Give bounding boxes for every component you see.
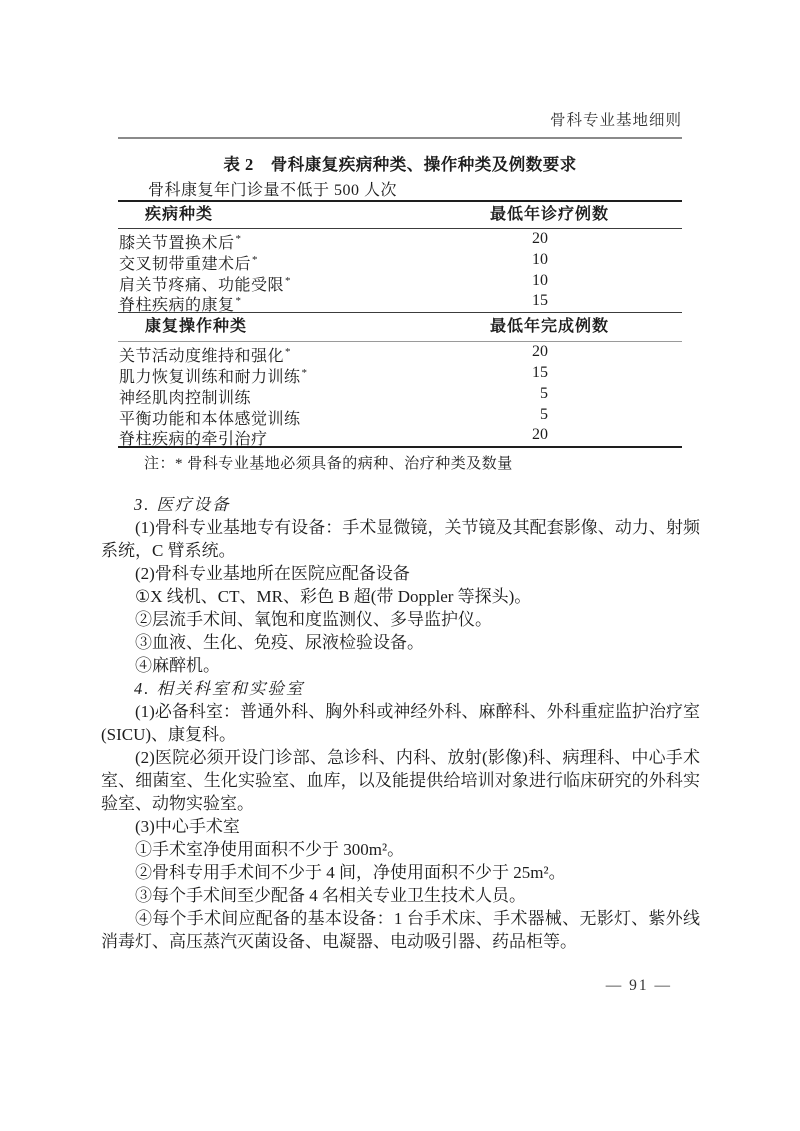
row-label: 神经肌肉控制训练 <box>119 389 252 407</box>
row-value: 20 <box>532 426 548 444</box>
table-caption: 表 2 骨科康复疾病种类、操作种类及例数要求 <box>223 155 577 174</box>
table-lead-note: 骨科康复年门诊量不低于 500 人次 <box>148 182 398 199</box>
row-label: 脊柱疾病的牵引治疗 <box>119 431 268 449</box>
paragraph: (1)必备科室：普通外科、胸外科或神经外科、麻醉科、外科重症监护治疗室(SICU)、康复科。 <box>101 702 700 744</box>
required-marker: * <box>235 295 242 308</box>
row-value: 10 <box>532 271 548 289</box>
paragraph: ④麻醉机。 <box>135 656 220 675</box>
running-head: 骨科专业基地细则 <box>549 112 682 129</box>
paragraph: ①X 线机、CT、MR、彩色 B 超(带 Doppler 等探头)。 <box>135 587 532 606</box>
required-marker: * <box>285 274 291 287</box>
column-header-min-annual-treated: 最低年诊疗例数 <box>490 206 610 223</box>
row-label: 交叉韧带重建术后 <box>119 255 252 273</box>
row-value: 10 <box>532 250 548 268</box>
row-value: 15 <box>532 292 548 310</box>
row-label: 平衡功能和本体感觉训练 <box>119 410 301 428</box>
table-header-diseases <box>118 202 682 228</box>
section-heading-medical-equipment: 3. 医疗设备 <box>134 495 231 514</box>
required-marker: * <box>235 233 242 245</box>
paragraph: (2)医院必须开设门诊部、急诊科、内科、放射(影像)科、病理科、中心手术室、细菌室、生化实验室、血库，以及能提供给培训对象进行临床研究的外科实验室、动物实验室。 <box>101 748 700 813</box>
table-row <box>118 229 682 250</box>
running-head-rule <box>118 137 682 139</box>
table-row <box>118 250 682 271</box>
paragraph: ②骨科专用手术间不少于 4 间，净使用面积不少于 25m²。 <box>135 863 566 882</box>
column-header-min-annual-completed: 最低年完成例数 <box>490 318 610 336</box>
paragraph: (2)骨科专业基地所在医院应配备设备 <box>135 564 410 583</box>
required-marker: * <box>252 253 258 266</box>
paragraph: (1)骨科专业基地专有设备：手术显微镜，关节镜及其配套影像、动力、射频系统，C 臂系统。 <box>101 518 700 560</box>
body-text <box>101 493 700 953</box>
table-row <box>118 405 682 426</box>
row-value: 20 <box>532 343 548 361</box>
table-row <box>118 363 682 384</box>
row-label: 关节活动度维持和强化 <box>119 348 285 366</box>
column-header-disease-type: 疾病种类 <box>145 206 214 223</box>
table-header-operations <box>118 313 682 341</box>
paragraph: ③血液、生化、免疫、尿液检验设备。 <box>135 633 424 652</box>
row-label: 肌力恢复训练和耐力训练 <box>119 368 301 386</box>
paragraph: ③每个手术间至少配备 4 名相关专业卫生技术人员。 <box>135 886 526 905</box>
paragraph: ②层流手术间、氧饱和度监测仪、多导监护仪。 <box>135 610 492 629</box>
required-marker: * <box>301 366 308 379</box>
table-row <box>118 291 682 315</box>
row-label: 膝关节置换术后 <box>119 235 235 252</box>
section-heading-related-departments: 4. 相关科室和实验室 <box>134 679 305 698</box>
paragraph: ①手术室净使用面积不少于 300m²。 <box>135 840 405 859</box>
table-footnote: 注：* 骨科专业基地必须具备的病种、治疗种类及数量 <box>144 456 513 472</box>
row-label: 肩关节疼痛、功能受限 <box>119 276 285 294</box>
paragraph: ④每个手术间应配备的基本设备：1 台手术床、手术器械、无影灯、紫外线消毒灯、高压蒸汽灭菌设备、电凝器、电动吸引器、药品柜等。 <box>101 909 700 951</box>
page-number: — 91 — <box>605 977 672 994</box>
table-row <box>118 271 682 292</box>
table-row <box>118 342 682 366</box>
row-value: 15 <box>532 363 548 381</box>
required-marker: * <box>285 346 291 359</box>
column-header-operation-type: 康复操作种类 <box>145 318 248 336</box>
table-row <box>118 425 682 449</box>
row-value: 20 <box>532 230 548 247</box>
paragraph: (3)中心手术室 <box>135 817 240 836</box>
table-row <box>118 384 682 405</box>
row-label: 脊柱疾病的康复 <box>119 297 235 315</box>
row-value: 5 <box>540 405 548 423</box>
row-value: 5 <box>540 384 548 402</box>
rehab-requirements-table <box>118 200 682 448</box>
